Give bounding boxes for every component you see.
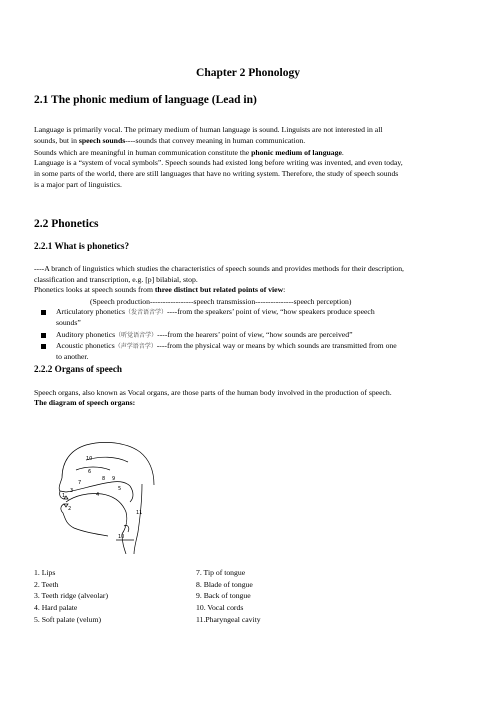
paragraph-line: Language is a “system of vocal symbols”. Speech sounds had existed long before writing was invented, and even today,	[34, 158, 403, 167]
diagram-label: 10	[118, 534, 125, 540]
diagram-label: 5	[118, 486, 122, 492]
bullet-icon	[41, 344, 46, 349]
section-heading-2-1: 2.1 The phonic medium of language (Lead in)	[34, 94, 257, 106]
list-item: 5. Soft palate (velum)	[34, 614, 102, 624]
bullet-item-articulatory: Articulatory phonetics（发音语音学）----from the speakers’ point of view, “how speakers produce speech	[56, 307, 375, 316]
list-item: 4. Hard palate	[34, 603, 78, 613]
diagram-title: The diagram of speech organs:	[34, 398, 136, 407]
subsection-heading-2-2-1: 2.2.1 What is phonetics?	[34, 241, 130, 251]
emphasis-speech-sounds: speech sounds	[78, 136, 126, 145]
paragraph-line: in some parts of the world, there are still languages that have no writing system. Therefore, the study of speech sounds	[34, 169, 399, 178]
speech-organs-diagram	[56, 440, 155, 554]
diagram-label: 10	[86, 456, 93, 462]
paragraph-line: Language is primarily vocal. The primary medium of human language is sound. Linguists are not interested in all	[34, 125, 383, 134]
diagram-label: 7	[78, 480, 82, 486]
paragraph-line: Sounds which are meaningful in human communication constitute the phonic medium of language.	[34, 148, 344, 157]
organs-list-right	[196, 567, 261, 626]
subsection-heading-2-2-2: 2.2.2 Organs of speech	[34, 364, 123, 374]
bullet-icon	[41, 333, 46, 338]
paragraph-line: Phonetics looks at speech sounds from three distinct but related points of view:	[34, 285, 286, 294]
emphasis-three-views: three distinct but related points of view	[154, 285, 284, 294]
paragraph-line: ----A branch of linguistics which studies the characteristics of speech sounds and provides methods for their description,	[34, 264, 404, 273]
diagram-label: 9	[112, 476, 116, 482]
diagram-label: 8	[102, 476, 106, 482]
bullet-item-continuation: sounds”	[56, 318, 81, 327]
diagram-label: 4	[96, 492, 100, 498]
paragraph-line: sounds, but in speech sounds----sounds that convey meaning in human communication.	[34, 136, 306, 145]
list-item: 11.Pharyngeal cavity	[196, 614, 261, 624]
list-item: 3. Teeth ridge (alveolar)	[34, 591, 109, 601]
chapter-title: Chapter 2 Phonology	[196, 67, 300, 79]
list-item: 10. Vocal cords	[196, 603, 244, 613]
list-item: 7. Tip of tongue	[196, 568, 246, 577]
paragraph-line: classification and transcription, e.g. [p] bilabial, stop.	[34, 275, 198, 284]
bullet-item-continuation: to another.	[56, 352, 89, 361]
bullet-item-acoustic: Acoustic phonetics（声学语音学）----from the physical way or means by which sounds are transmitted from one	[56, 341, 397, 350]
diagram-label: 6	[88, 469, 92, 475]
process-chain: (Speech production-----------------speech transmission---------------speech perception)	[90, 297, 352, 306]
diagram-label: 11	[136, 510, 143, 516]
list-item: 9. Back of tongue	[196, 591, 251, 601]
section-heading-2-2: 2.2 Phonetics	[34, 218, 99, 230]
bullet-icon	[41, 310, 46, 315]
list-item: 1. Lips	[34, 568, 56, 577]
emphasis-phonic-medium: phonic medium of language	[251, 148, 342, 157]
organs-list-left	[34, 567, 108, 626]
list-item: 8. Blade of tongue	[196, 579, 253, 589]
list-item: 2. Teeth	[34, 579, 59, 589]
bullet-item-auditory: Auditory phonetics（听觉语音学）----from the hearers’ point of view, “how sounds are perceived”	[56, 330, 353, 339]
paragraph-line: is a major part of linguistics.	[34, 180, 122, 189]
diagram-label: 3	[70, 488, 74, 494]
paragraph-line: Speech organs, also known as Vocal organs, are those parts of the human body involved in the production of speech.	[34, 388, 392, 397]
diagram-label: 2	[68, 506, 72, 512]
diagram-label: 1	[62, 493, 66, 499]
